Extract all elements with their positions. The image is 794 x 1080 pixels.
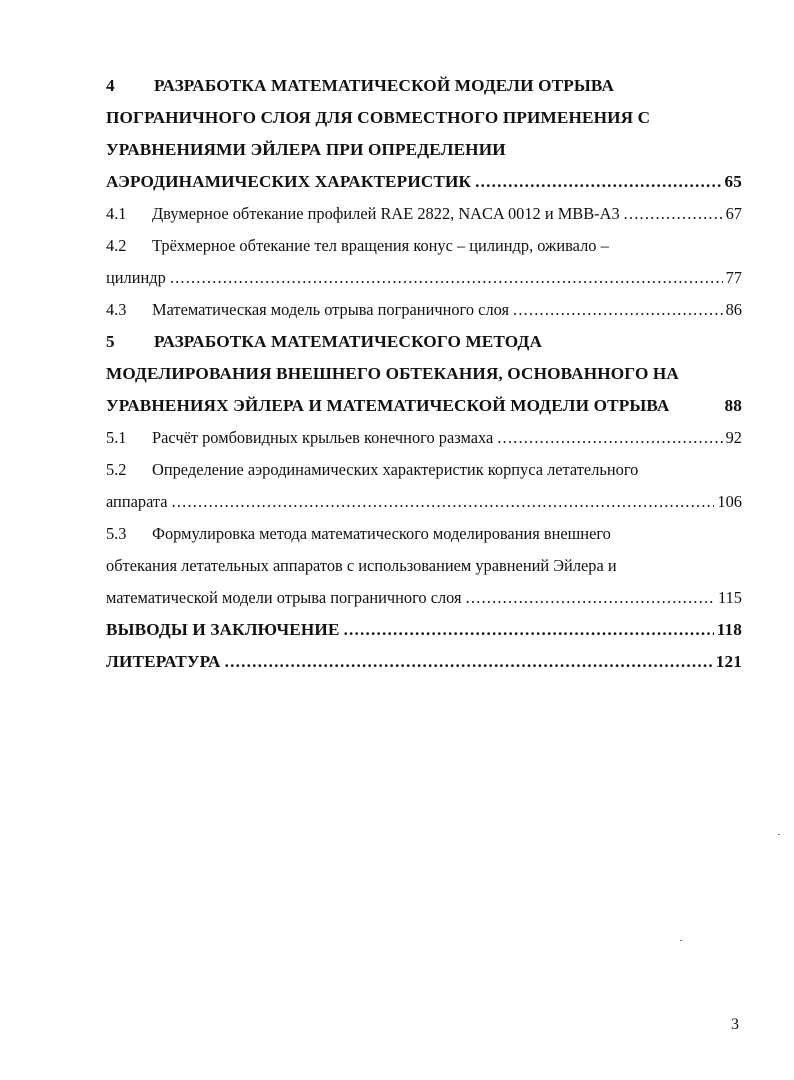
toc-section-5-3-line-1	[106, 518, 742, 550]
toc-section-title: Двумерное обтекание профилей RAE 2822, NACA 0012 и MBB-A3	[152, 204, 620, 223]
toc-page-number: 86	[725, 300, 742, 319]
toc-section-5-1	[106, 422, 742, 454]
toc-section-4-2-line-2	[106, 262, 742, 294]
toc-chapter-title: АЭРОДИНАМИЧЕСКИХ ХАРАКТЕРИСТИК	[106, 172, 472, 191]
toc-section-title: Математическая модель отрыва пограничного слоя	[152, 300, 510, 319]
toc-page-number: 77	[725, 268, 742, 287]
toc-page-number: 65	[724, 172, 742, 191]
toc-section-5-2-line-2	[106, 486, 742, 518]
toc-section-4-1	[106, 198, 742, 230]
toc-section-number: 5.2	[106, 460, 127, 479]
toc-page-number: 118	[716, 620, 742, 639]
toc-chapter-number: 4	[106, 76, 115, 95]
scan-speck	[778, 834, 780, 835]
scan-speck	[680, 940, 682, 941]
toc-dot-leader	[513, 294, 723, 326]
toc-section-title: Формулировка метода математического моделирования внешнего	[152, 524, 611, 543]
toc-section-title: Трёхмерное обтекание тел вращения конус – цилиндр, оживало –	[152, 236, 609, 255]
toc-section-number: 4.2	[106, 236, 127, 255]
toc-section-4-3	[106, 294, 742, 326]
toc-chapter-title: РАЗРАБОТКА МАТЕМАТИЧЕСКОГО МЕТОДА	[154, 332, 543, 351]
toc-section-5-3-line-3	[106, 582, 742, 614]
toc-chapter-title: ЛИТЕРАТУРА	[106, 652, 221, 671]
toc-dot-leader	[344, 614, 714, 646]
toc-section-number: 4.1	[106, 204, 127, 223]
toc-dot-leader	[466, 582, 715, 614]
table-of-contents	[106, 70, 742, 678]
toc-dot-leader	[172, 486, 715, 518]
toc-chapter-4-line-2	[106, 102, 742, 134]
toc-section-number: 5.1	[106, 428, 127, 447]
toc-page-number: 106	[717, 492, 742, 511]
toc-page-number: 115	[718, 588, 742, 607]
toc-page-number: 121	[715, 652, 742, 671]
toc-chapter-4-line-1	[106, 70, 742, 102]
toc-section-5-3-line-2	[106, 550, 742, 582]
toc-chapter-number: 5	[106, 332, 115, 351]
toc-page-number: 92	[725, 428, 742, 447]
toc-chapter-title: УРАВНЕНИЯХ ЭЙЛЕРА И МАТЕМАТИЧЕСКОЙ МОДЕЛИ ОТРЫВА	[106, 396, 670, 415]
toc-dot-leader	[624, 198, 723, 230]
toc-page-number: 67	[725, 204, 742, 223]
toc-section-title: обтекания летательных аппаратов с использованием уравнений Эйлера и	[106, 556, 617, 575]
toc-section-number: 4.3	[106, 300, 127, 319]
toc-page-number: 88	[724, 396, 742, 415]
page-number: 3	[731, 1016, 739, 1033]
toc-chapter-title: УРАВНЕНИЯМИ ЭЙЛЕРА ПРИ ОПРЕДЕЛЕНИИ	[106, 140, 506, 159]
toc-section-title: цилиндр	[106, 268, 166, 287]
toc-literature	[106, 646, 742, 678]
toc-dot-leader	[497, 422, 722, 454]
toc-section-title: Расчёт ромбовидных крыльев конечного размаха	[152, 428, 494, 447]
toc-section-title: Определение аэродинамических характеристик корпуса летательного	[152, 460, 639, 479]
toc-chapter-title: ПОГРАНИЧНОГО СЛОЯ ДЛЯ СОВМЕСТНОГО ПРИМЕНЕНИЯ С	[106, 108, 651, 127]
toc-chapter-5-line-1	[106, 326, 742, 358]
toc-section-title: математической модели отрыва пограничного слоя	[106, 588, 462, 607]
toc-chapter-4-line-3	[106, 134, 742, 166]
toc-section-4-2-line-1	[106, 230, 742, 262]
toc-dot-leader	[225, 646, 713, 678]
toc-conclusions	[106, 614, 742, 646]
toc-section-number: 5.3	[106, 524, 127, 543]
toc-section-title: аппарата	[106, 492, 168, 511]
toc-dot-leader	[170, 262, 723, 294]
toc-chapter-5-line-3	[106, 390, 742, 422]
toc-section-5-2-line-1	[106, 454, 742, 486]
toc-dot-leader	[475, 166, 721, 198]
toc-chapter-title: ВЫВОДЫ И ЗАКЛЮЧЕНИЕ	[106, 620, 340, 639]
toc-chapter-title: МОДЕЛИРОВАНИЯ ВНЕШНЕГО ОБТЕКАНИЯ, ОСНОВАННОГО НА	[106, 364, 679, 383]
toc-chapter-title: РАЗРАБОТКА МАТЕМАТИЧЕСКОЙ МОДЕЛИ ОТРЫВА	[154, 76, 615, 95]
toc-chapter-5-line-2	[106, 358, 742, 390]
toc-chapter-4-line-4	[106, 166, 742, 198]
